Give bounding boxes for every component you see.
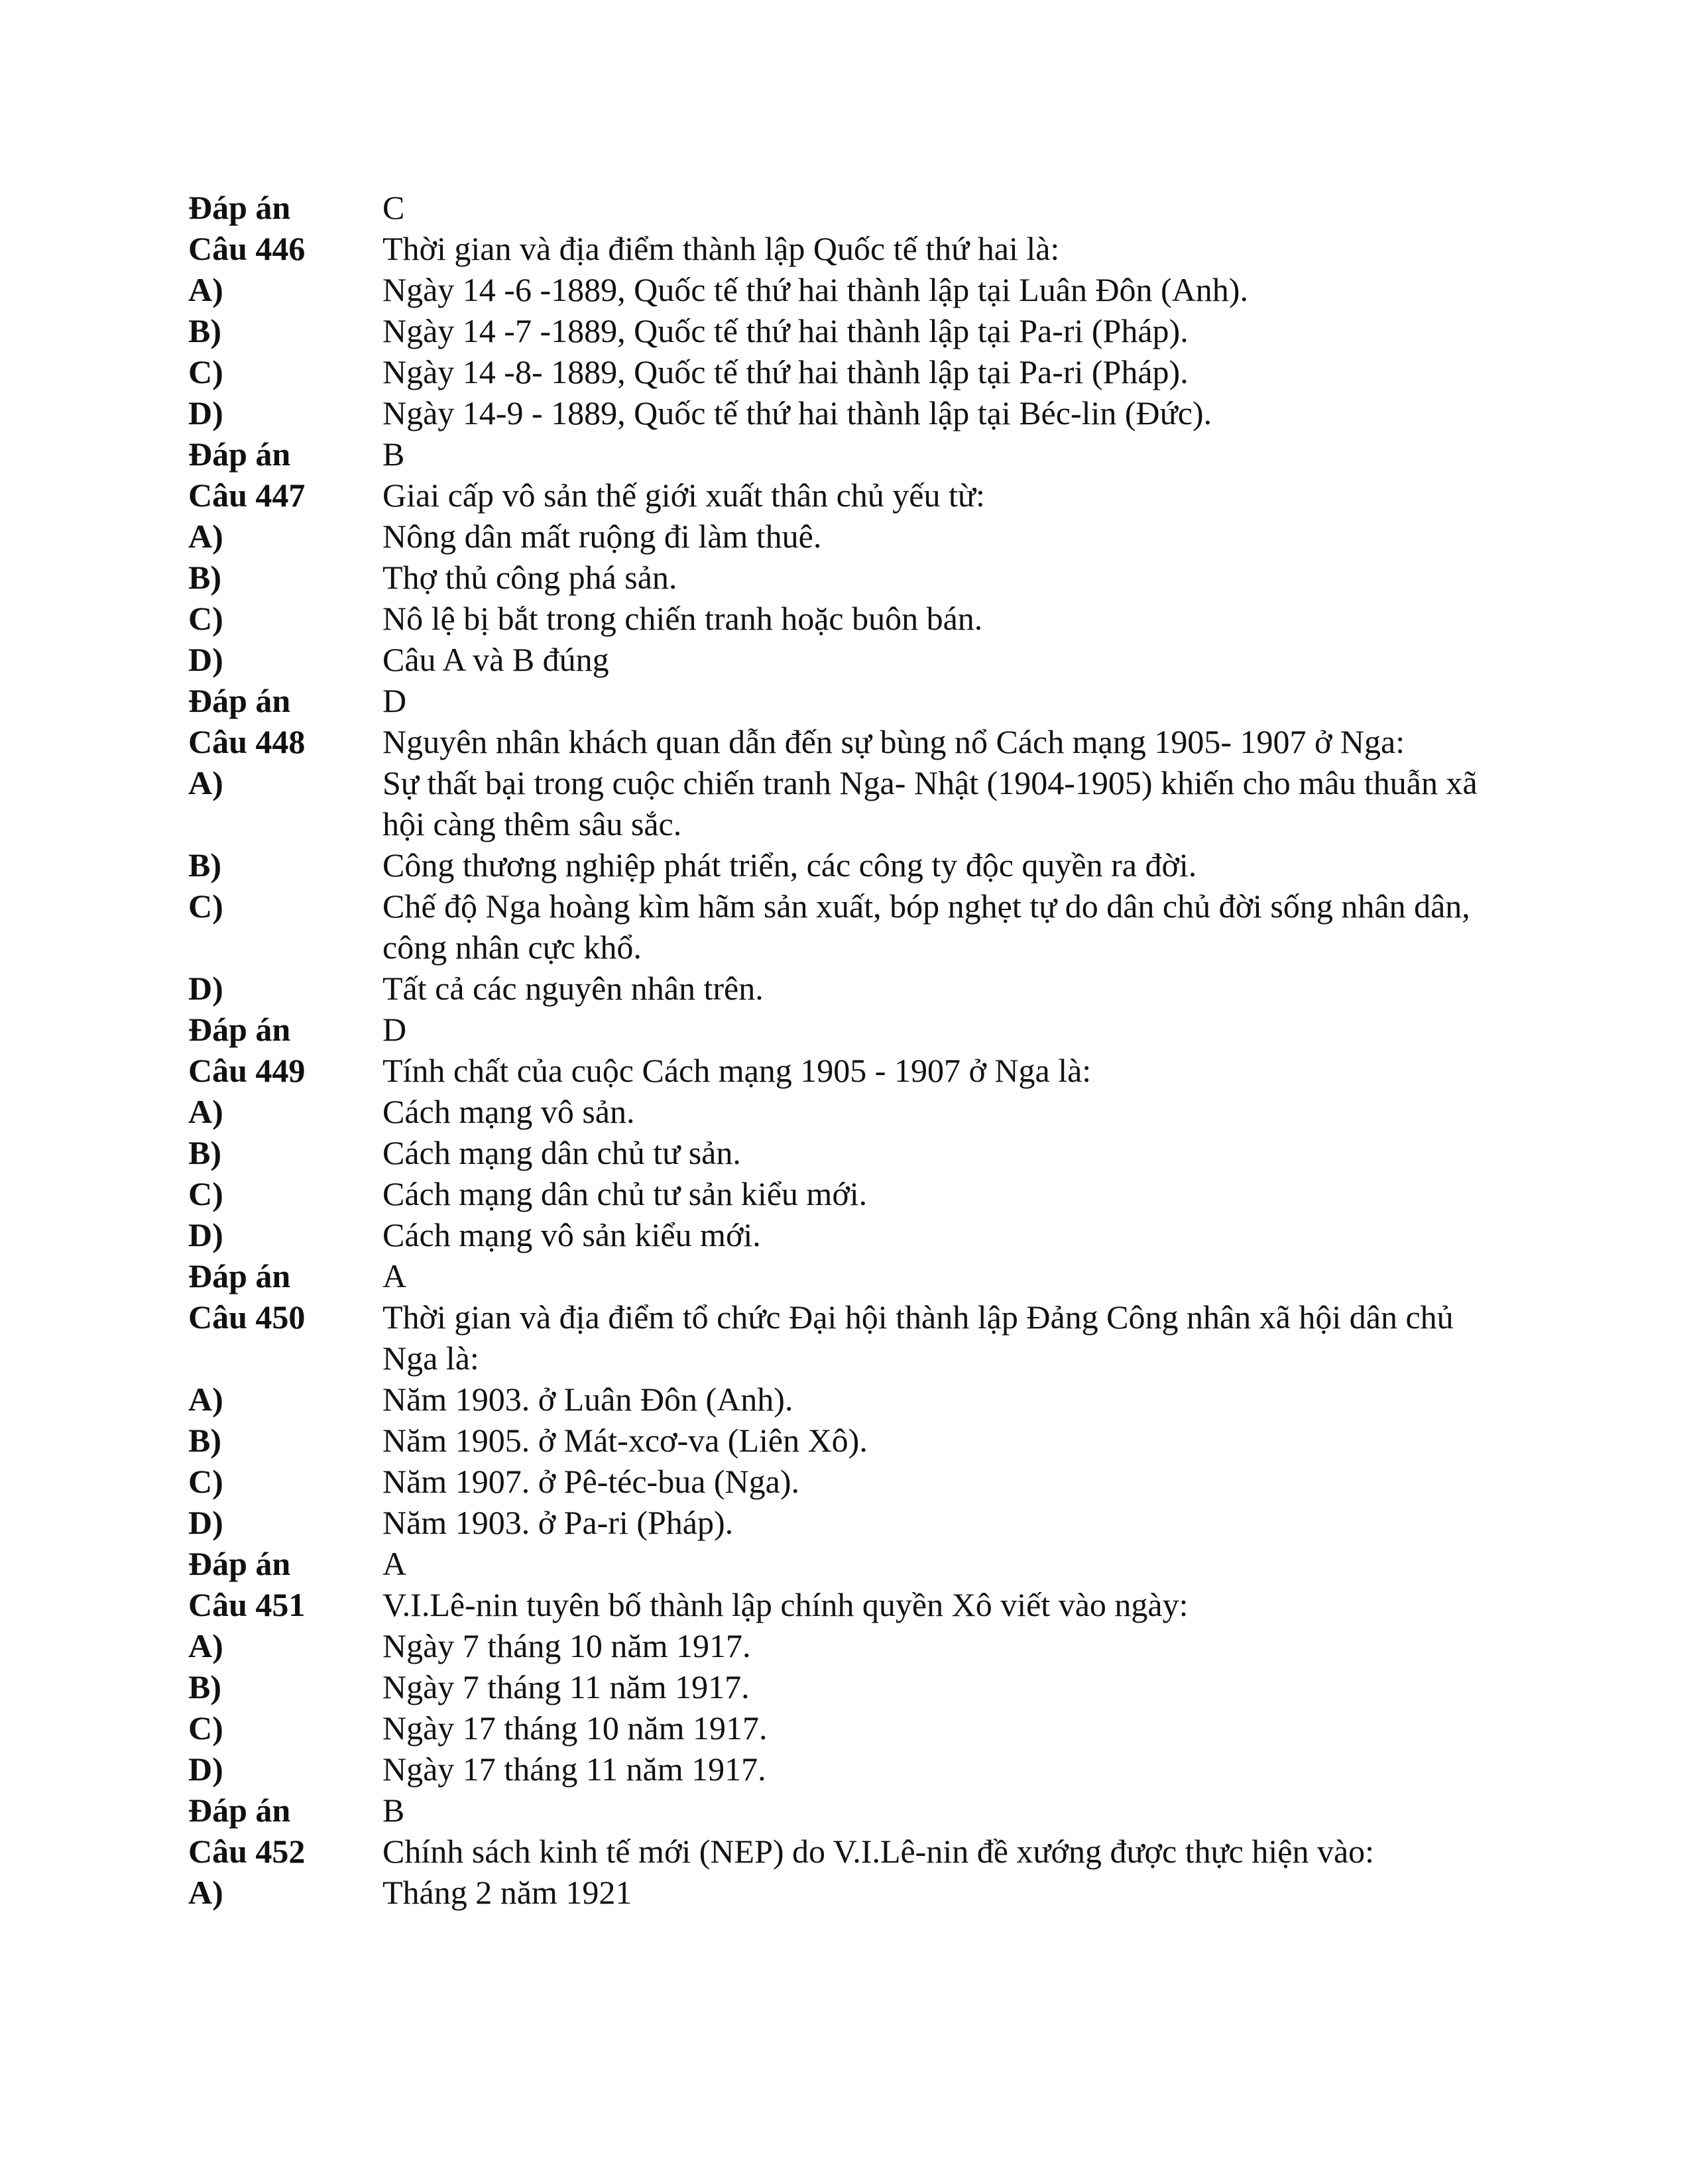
answer-row [188,1255,1501,1296]
row-text: Thời gian và địa điểm thành lập Quốc tế thứ hai là: [382,230,1060,267]
option-row [188,557,1501,598]
row-text: Năm 1905. ở Mát-xcơ-va (Liên Xô). [382,1422,868,1459]
row-label: C) [188,600,223,637]
option-row [188,968,1501,1009]
row-text: Tất cả các nguyên nhân trên. [382,970,764,1007]
option-row [188,351,1501,392]
row-label: C) [188,888,223,925]
row-text: Giai cấp vô sản thế giới xuất thân chủ yếu từ: [382,477,985,514]
row-text: A [382,1545,407,1582]
row-label: B) [188,312,221,349]
row-text: D [382,1011,407,1048]
option-row [188,598,1501,639]
row-text: Cách mạng vô sản. [382,1093,635,1130]
row-text: Cách mạng vô sản kiểu mới. [382,1216,761,1253]
answer-row [188,433,1501,475]
row-text: Chế độ Nga hoàng kìm hãm sản xuất, bóp nghẹt tự do dân chủ đời sống nhân dân, công nhân cực khổ. [382,888,1470,966]
row-label: Câu 448 [188,723,306,760]
row-text: B [382,435,405,473]
answer-row [188,1790,1501,1831]
row-text: B [382,1792,405,1829]
question-row [188,1050,1501,1091]
answer-row [188,187,1501,228]
row-label: Câu 449 [188,1052,306,1089]
row-text: Ngày 14 -8- 1889, Quốc tế thứ hai thành lập tại Pa-ri (Pháp). [382,353,1189,390]
row-text: Nông dân mất ruộng đi làm thuê. [382,518,822,555]
option-row [188,1379,1501,1420]
row-label: Đáp án [188,1257,291,1294]
row-text: Năm 1907. ở Pê-téc-bua (Nga). [382,1463,800,1500]
row-text: Ngày 17 tháng 11 năm 1917. [382,1751,766,1788]
row-label: C) [188,1709,223,1747]
option-row [188,1173,1501,1214]
row-text: Câu A và B đúng [382,641,609,678]
row-text: Tháng 2 năm 1921 [382,1874,632,1911]
answer-row [188,1543,1501,1584]
row-label: C) [188,353,223,390]
row-text: Ngày 17 tháng 10 năm 1917. [382,1709,768,1747]
row-text: D [382,682,407,719]
option-row [188,1461,1501,1502]
option-row [188,1707,1501,1749]
row-text: Thời gian và địa điểm tổ chức Đại hội thành lập Đảng Công nhân xã hội dân chủ Nga là: [382,1298,1454,1377]
row-label: D) [188,1216,223,1253]
row-text: Ngày 14 -7 -1889, Quốc tế thứ hai thành lập tại Pa-ri (Pháp). [382,312,1189,349]
row-label: B) [188,846,221,884]
option-row [188,269,1501,310]
row-label: C) [188,1463,223,1500]
row-label: D) [188,641,223,678]
row-text: Cách mạng dân chủ tư sản kiểu mới. [382,1175,868,1212]
row-label: Câu 446 [188,230,306,267]
option-row [188,1872,1501,1913]
row-text: Cách mạng dân chủ tư sản. [382,1134,741,1171]
row-label: Đáp án [188,1011,291,1048]
row-label: Đáp án [188,682,291,719]
option-row [188,762,1501,844]
row-text: Nô lệ bị bắt trong chiến tranh hoặc buôn bán. [382,600,983,637]
row-text: Chính sách kinh tế mới (NEP) do V.I.Lê-nin đề xướng được thực hiện vào: [382,1833,1375,1870]
row-label: D) [188,970,223,1007]
answer-row [188,1009,1501,1050]
row-text: Công thương nghiệp phát triển, các công ty độc quyền ra đời. [382,846,1197,884]
question-row [188,721,1501,762]
option-row [188,1502,1501,1543]
row-label: A) [188,1874,223,1911]
row-text: Ngày 7 tháng 10 năm 1917. [382,1627,751,1664]
row-label: C) [188,1175,223,1212]
row-label: D) [188,1504,223,1541]
question-row [188,1831,1501,1872]
row-text: Ngày 14 -6 -1889, Quốc tế thứ hai thành lập tại Luân Đôn (Anh). [382,271,1248,308]
option-row [188,1625,1501,1666]
row-label: A) [188,1381,223,1418]
row-label: A) [188,1627,223,1664]
row-label: Đáp án [188,435,291,473]
row-label: B) [188,1422,221,1459]
option-row [188,516,1501,557]
row-label: Câu 450 [188,1298,306,1336]
row-text: Ngày 14-9 - 1889, Quốc tế thứ hai thành lập tại Béc-lin (Đức). [382,394,1212,431]
row-text: A [382,1257,407,1294]
option-row [188,886,1501,968]
row-label: Câu 451 [188,1586,306,1623]
question-row [188,228,1501,269]
option-row [188,1420,1501,1461]
option-row [188,1214,1501,1255]
row-label: A) [188,1093,223,1130]
document-page [188,187,1501,1913]
row-text: Năm 1903. ở Luân Đôn (Anh). [382,1381,793,1418]
option-row [188,310,1501,351]
row-text: V.I.Lê-nin tuyên bố thành lập chính quyền Xô viết vào ngày: [382,1586,1189,1623]
row-label: A) [188,271,223,308]
row-text: Năm 1903. ở Pa-ri (Pháp). [382,1504,734,1541]
row-label: D) [188,1751,223,1788]
row-label: B) [188,1134,221,1171]
row-label: Đáp án [188,189,291,226]
row-text: Tính chất của cuộc Cách mạng 1905 - 1907 ở Nga là: [382,1052,1092,1089]
question-row [188,1584,1501,1625]
option-row [188,1749,1501,1790]
option-row [188,1132,1501,1173]
row-label: D) [188,394,223,431]
row-label: A) [188,764,223,801]
row-text: Sự thất bại trong cuộc chiến tranh Nga- Nhật (1904-1905) khiến cho mâu thuẫn xã hội càng thêm sâu sắc. [382,764,1478,842]
option-row [188,844,1501,886]
row-label: B) [188,559,221,596]
option-row [188,639,1501,680]
option-row [188,1091,1501,1132]
row-label: Câu 447 [188,477,306,514]
question-row [188,475,1501,516]
question-row [188,1296,1501,1379]
row-text: Thợ thủ công phá sản. [382,559,677,596]
row-label: Đáp án [188,1545,291,1582]
option-row [188,392,1501,433]
row-label: A) [188,518,223,555]
row-label: Câu 452 [188,1833,306,1870]
row-text: C [382,189,405,226]
option-row [188,1666,1501,1707]
row-text: Nguyên nhân khách quan dẫn đến sự bùng nổ Cách mạng 1905- 1907 ở Nga: [382,723,1405,760]
row-label: B) [188,1668,221,1705]
row-text: Ngày 7 tháng 11 năm 1917. [382,1668,750,1705]
row-label: Đáp án [188,1792,291,1829]
answer-row [188,680,1501,721]
